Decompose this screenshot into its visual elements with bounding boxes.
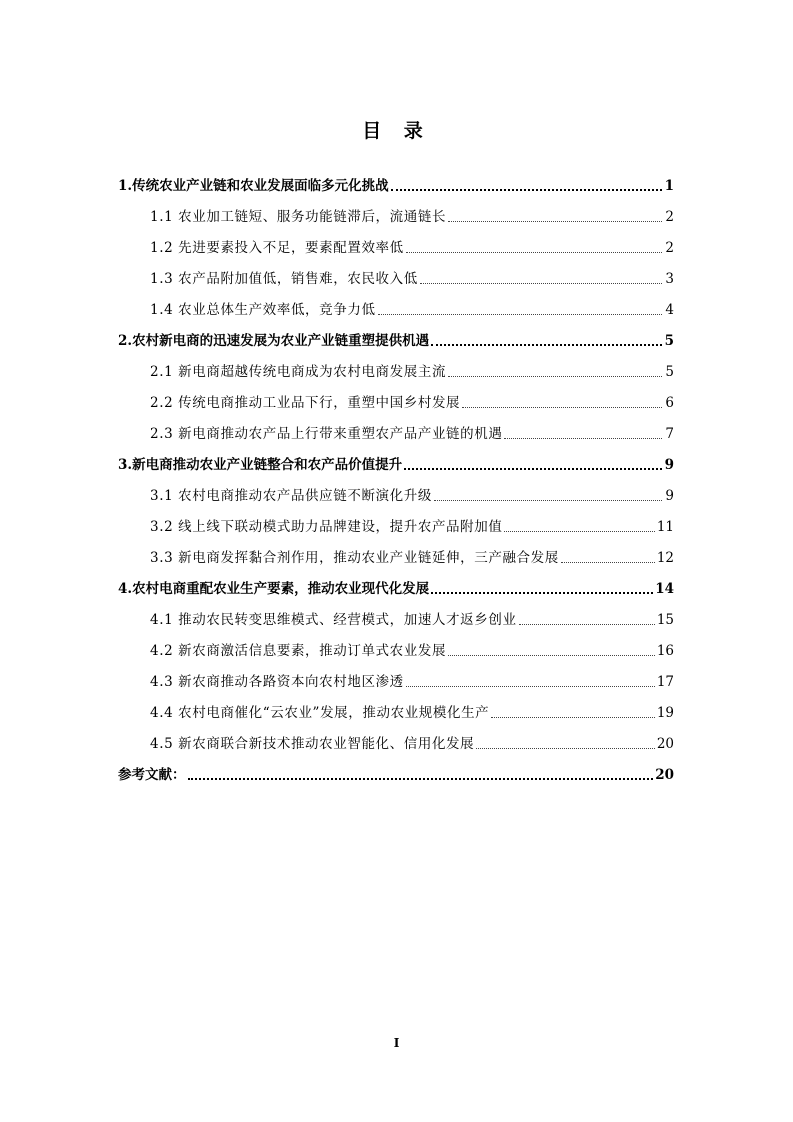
toc-entry-page: 6 <box>665 395 674 411</box>
toc-entry[interactable] <box>118 505 674 536</box>
dot-leader <box>462 406 662 408</box>
toc-entry-label: 2.1 新电商超越传统电商成为农村电商发展主流 <box>150 364 447 380</box>
table-of-contents <box>118 164 674 784</box>
toc-entry[interactable] <box>118 474 674 505</box>
dot-leader <box>504 437 662 439</box>
toc-entry-label: 4.3 新农商推动各路资本向农村地区渗透 <box>150 674 404 690</box>
toc-entry-label: 1.传统农业产业链和农业发展面临多元化挑战 <box>118 178 389 194</box>
dot-leader <box>476 747 655 749</box>
dot-leader <box>420 282 662 284</box>
toc-entry-label: 1.3 农产品附加值低，销售难，农民收入低 <box>150 271 418 287</box>
dot-leader <box>448 654 655 656</box>
toc-entry-page: 4 <box>665 302 674 318</box>
dot-leader <box>448 220 662 222</box>
toc-entry-page: 3 <box>665 271 674 287</box>
toc-entry-page: 20 <box>656 736 674 752</box>
dot-leader <box>391 187 662 191</box>
page-title: 目 录 <box>362 120 431 142</box>
toc-entry-page: 17 <box>656 674 674 690</box>
toc-entry-label: 2.3 新电商推动农产品上行带来重塑农产品产业链的机遇 <box>150 426 503 442</box>
toc-entry[interactable] <box>118 567 674 598</box>
dot-leader <box>188 776 654 780</box>
dot-leader <box>406 251 662 253</box>
toc-entry[interactable] <box>118 443 674 474</box>
toc-entry[interactable] <box>118 319 674 350</box>
toc-entry-page: 20 <box>655 767 674 783</box>
toc-entry-label: 3.新电商推动农业产业链整合和农产品价值提升 <box>118 457 403 473</box>
dot-leader <box>404 466 662 470</box>
toc-entry-page: 5 <box>665 364 674 380</box>
toc-entry[interactable] <box>118 722 674 753</box>
dot-leader <box>519 623 655 625</box>
toc-entry-label: 4.5 新农商联合新技术推动农业智能化、信用化发展 <box>150 736 475 752</box>
toc-entry[interactable] <box>118 753 674 784</box>
toc-entry-label: 1.1 农业加工链短、服务功能链滞后，流通链长 <box>150 209 447 225</box>
toc-entry[interactable] <box>118 195 674 226</box>
page-number: I <box>393 1036 400 1050</box>
toc-entry-page: 1 <box>664 178 674 194</box>
toc-entry-label: 2.农村新电商的迅速发展为农业产业链重塑提供机遇 <box>118 333 430 349</box>
toc-entry-page: 16 <box>656 643 674 659</box>
toc-entry[interactable] <box>118 381 674 412</box>
dot-leader <box>378 313 662 315</box>
dot-leader <box>431 590 653 594</box>
dot-leader <box>561 561 655 563</box>
dot-leader <box>491 716 655 718</box>
toc-entry[interactable] <box>118 257 674 288</box>
toc-entry[interactable] <box>118 164 674 195</box>
toc-entry-page: 11 <box>656 519 674 535</box>
toc-entry-page: 2 <box>665 209 674 225</box>
toc-entry-label: 4.1 推动农民转变思维模式、经营模式，加速人才返乡创业 <box>150 612 517 628</box>
toc-entry-page: 9 <box>664 457 674 473</box>
toc-entry-label: 3.3 新电商发挥黏合剂作用，推动农业产业链延伸，三产融合发展 <box>150 550 559 566</box>
toc-entry[interactable] <box>118 288 674 319</box>
dot-leader <box>431 342 662 346</box>
dot-leader <box>448 375 662 377</box>
toc-entry-page: 7 <box>665 426 674 442</box>
toc-entry-page: 5 <box>664 333 674 349</box>
toc-entry-page: 15 <box>656 612 674 628</box>
toc-entry-label: 3.1 农村电商推动农产品供应链不断演化升级 <box>150 488 432 504</box>
toc-entry-label: 1.2 先进要素投入不足，要素配置效率低 <box>150 240 404 256</box>
toc-entry[interactable] <box>118 536 674 567</box>
toc-entry-page: 14 <box>655 581 674 597</box>
dot-leader <box>406 685 655 687</box>
toc-entry-label: 4.2 新农商激活信息要素，推动订单式农业发展 <box>150 643 447 659</box>
toc-entry-label: 1.4 农业总体生产效率低，竞争力低 <box>150 302 376 318</box>
toc-entry[interactable] <box>118 691 674 722</box>
toc-entry-page: 9 <box>665 488 674 504</box>
toc-entry-page: 12 <box>656 550 674 566</box>
toc-entry[interactable] <box>118 226 674 257</box>
toc-entry[interactable] <box>118 629 674 660</box>
toc-entry[interactable] <box>118 660 674 691</box>
toc-entry[interactable] <box>118 350 674 381</box>
toc-entry-label: 4.4 农村电商催化“云农业”发展，推动农业规模化生产 <box>150 705 490 721</box>
dot-leader <box>504 530 654 532</box>
toc-entry[interactable] <box>118 598 674 629</box>
dot-leader <box>434 499 662 501</box>
toc-entry-page: 2 <box>665 240 674 256</box>
toc-entry-label: 4.农村电商重配农业生产要素，推动农业现代化发展 <box>118 581 430 597</box>
toc-entry-label: 参考文献： <box>118 767 186 783</box>
toc-entry-label: 3.2 线上线下联动模式助力品牌建设，提升农产品附加值 <box>150 519 503 535</box>
toc-entry[interactable] <box>118 412 674 443</box>
toc-entry-page: 19 <box>656 705 674 721</box>
toc-entry-label: 2.2 传统电商推动工业品下行，重塑中国乡村发展 <box>150 395 461 411</box>
